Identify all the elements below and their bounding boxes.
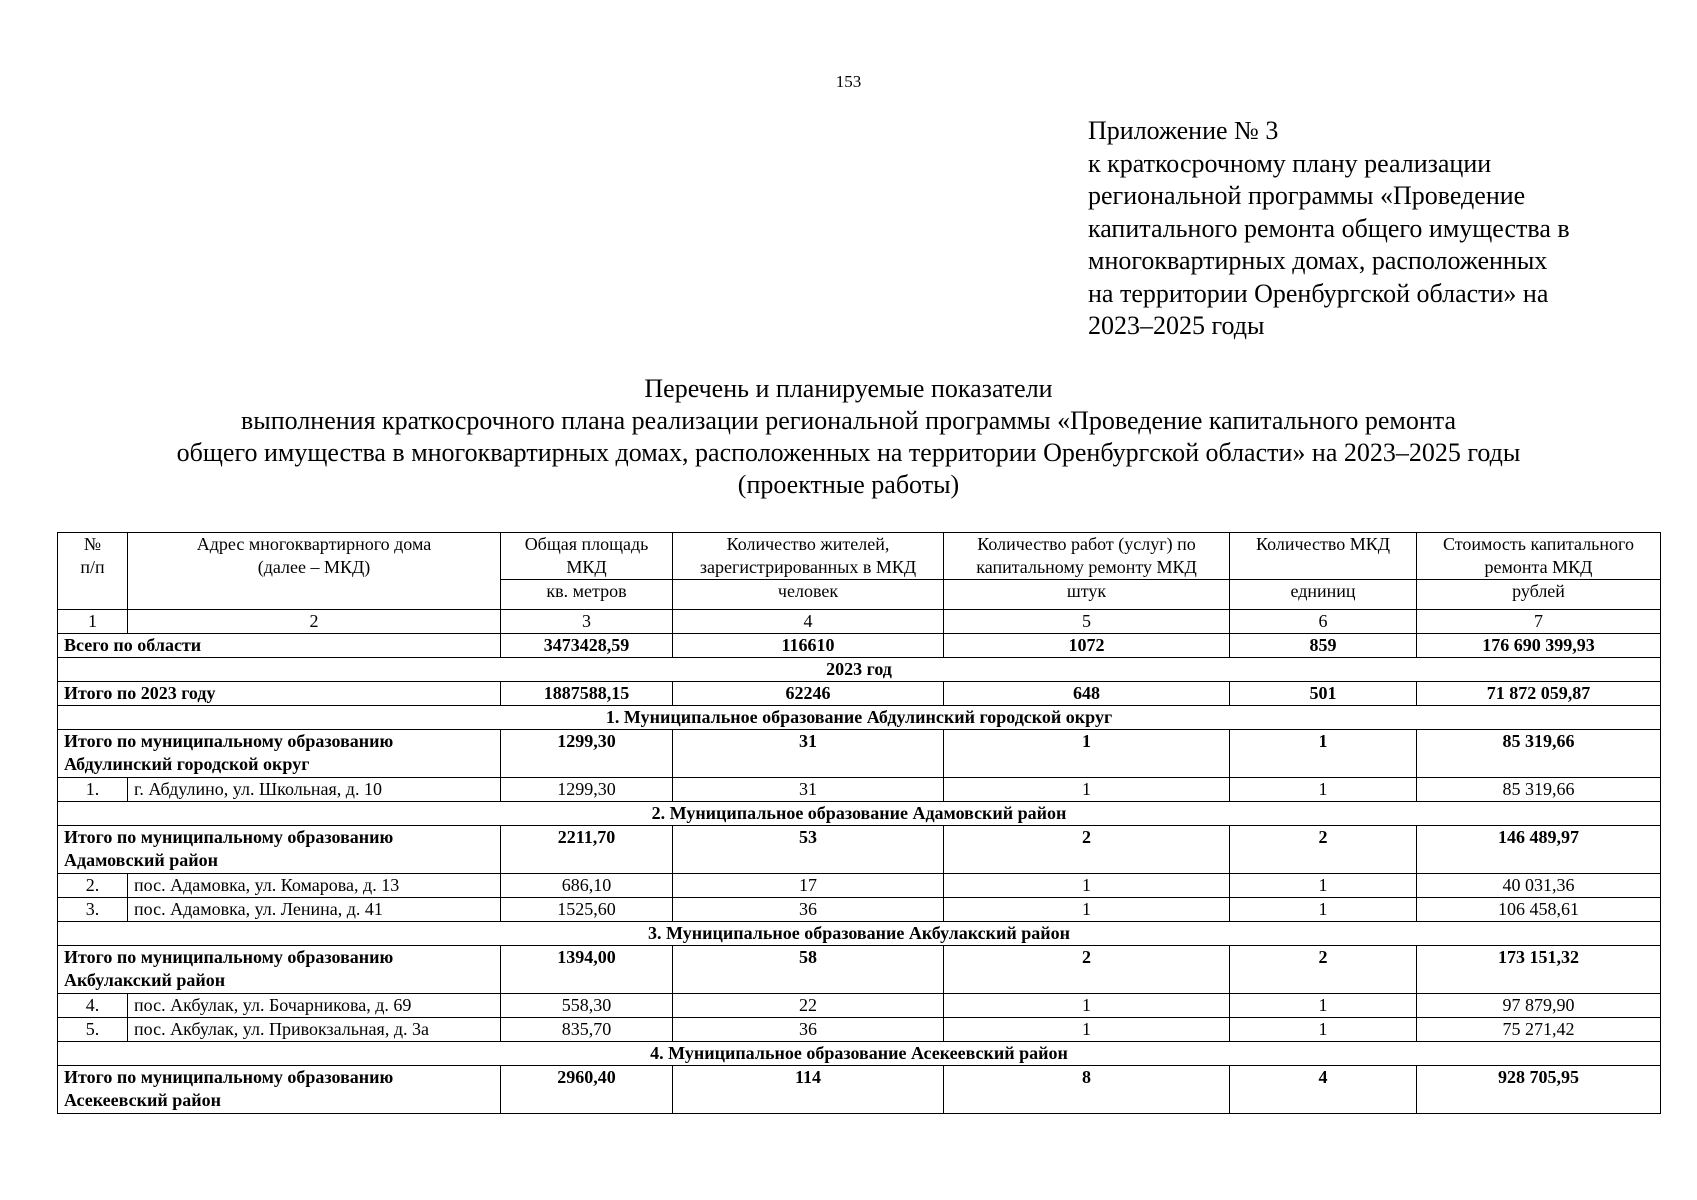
column-number: 6 [1230, 610, 1417, 634]
total-label: Итого по муниципальному образованию Адамовский район [58, 826, 501, 874]
row-residents: 31 [673, 778, 944, 802]
appendix-line: капитального ремонта общего имущества в [1088, 213, 1570, 243]
row-number: 5. [58, 1018, 128, 1042]
table-row [58, 874, 1661, 898]
row-count: 1 [1230, 874, 1417, 898]
total-residents: 62246 [673, 682, 944, 706]
column-numbers-row [58, 610, 1661, 634]
total-label: Всего по области [58, 634, 501, 658]
appendix-line: многоквартирных домах, расположенных [1088, 246, 1548, 275]
row-area: 686,10 [501, 874, 673, 898]
year-row [58, 658, 1661, 682]
section-row [58, 922, 1661, 946]
appendix-line: к краткосрочному плану реализации [1088, 148, 1492, 178]
column-number: 7 [1417, 610, 1661, 634]
row-count: 1 [1230, 778, 1417, 802]
header-count: Количество МКД [1230, 533, 1417, 580]
row-works: 1 [944, 994, 1230, 1018]
region-total-row [58, 634, 1661, 658]
total-cost: 146 489,97 [1417, 826, 1661, 874]
section-row [58, 1042, 1661, 1066]
total-count: 2 [1230, 826, 1417, 874]
column-number: 2 [128, 610, 501, 634]
total-area: 1887588,15 [501, 682, 673, 706]
total-cost: 85 319,66 [1417, 730, 1661, 778]
row-number: 2. [58, 874, 128, 898]
appendix-line: Приложение № 3 [1088, 116, 1279, 145]
row-cost: 75 271,42 [1417, 1018, 1661, 1042]
total-cost: 173 151,32 [1417, 946, 1661, 994]
row-area: 1299,30 [501, 778, 673, 802]
municipality-total-row [58, 730, 1661, 778]
section-heading: 4. Муниципальное образование Асекеевский район [58, 1042, 1661, 1066]
title-line: (проектные работы) [737, 470, 960, 499]
row-works: 1 [944, 874, 1230, 898]
row-works: 1 [944, 1018, 1230, 1042]
row-count: 1 [1230, 994, 1417, 1018]
total-cost: 176 690 399,93 [1417, 634, 1661, 658]
total-works: 8 [944, 1066, 1230, 1114]
table-row [58, 778, 1661, 802]
header-cost: Стоимость капитального ремонта МКД [1417, 533, 1661, 580]
row-residents: 36 [673, 898, 944, 922]
year-total-row [58, 682, 1661, 706]
municipality-total-row [58, 1066, 1661, 1114]
section-heading: 3. Муниципальное образование Акбулакский район [58, 922, 1661, 946]
page-number: 153 [835, 72, 862, 91]
section-heading: 2. Муниципальное образование Адамовский район [58, 802, 1661, 826]
total-works: 648 [944, 682, 1230, 706]
municipality-total-row [58, 826, 1661, 874]
header-works: Количество работ (услуг) по капитальному ремонту МКД [944, 533, 1230, 580]
title-line: выполнения краткосрочного плана реализации региональной программы «Проведение капитального ремонта [241, 406, 1456, 435]
row-works: 1 [944, 778, 1230, 802]
row-area: 1525,60 [501, 898, 673, 922]
total-count: 1 [1230, 730, 1417, 778]
unit-count: едниниц [1230, 580, 1417, 610]
data-table [57, 532, 1661, 1114]
row-number: 1. [58, 778, 128, 802]
section-row [58, 706, 1661, 730]
header-residents: Количество жителей, зарегистрированных в МКД [673, 533, 944, 580]
total-area: 2211,70 [501, 826, 673, 874]
row-residents: 36 [673, 1018, 944, 1042]
unit-works: штук [944, 580, 1230, 610]
total-cost: 928 705,95 [1417, 1066, 1661, 1114]
total-count: 2 [1230, 946, 1417, 994]
row-count: 1 [1230, 1018, 1417, 1042]
row-address: пос. Акбулак, ул. Бочарникова, д. 69 [128, 994, 501, 1018]
total-label: Итого по муниципальному образованию Акбулакский район [58, 946, 501, 994]
municipality-total-row [58, 946, 1661, 994]
column-number: 3 [501, 610, 673, 634]
section-row [58, 802, 1661, 826]
appendix-line: на территории Оренбургской области» на [1088, 278, 1549, 308]
total-works: 1072 [944, 634, 1230, 658]
appendix-line: 2023–2025 годы [1088, 311, 1265, 340]
total-residents: 114 [673, 1066, 944, 1114]
appendix-line: региональной программы «Проведение [1088, 181, 1526, 210]
row-number: 4. [58, 994, 128, 1018]
total-count: 859 [1230, 634, 1417, 658]
total-label: Итого по 2023 году [58, 682, 501, 706]
column-number: 1 [58, 610, 128, 634]
header-num: № п/п [58, 533, 128, 610]
header-address: Адрес многоквартирного дома (далее – МКД) [128, 533, 501, 610]
total-count: 4 [1230, 1066, 1417, 1114]
row-address: пос. Адамовка, ул. Комарова, д. 13 [128, 874, 501, 898]
row-count: 1 [1230, 898, 1417, 922]
row-cost: 85 319,66 [1417, 778, 1661, 802]
total-area: 2960,40 [501, 1066, 673, 1114]
total-cost: 71 872 059,87 [1417, 682, 1661, 706]
unit-cost: рублей [1417, 580, 1661, 610]
total-residents: 53 [673, 826, 944, 874]
document-title [0, 373, 1697, 501]
row-address: пос. Акбулак, ул. Привокзальная, д. 3а [128, 1018, 501, 1042]
total-residents: 58 [673, 946, 944, 994]
title-line: общего имущества в многоквартирных домах, расположенных на территории Оренбургской области» на 2023–2025 годы [176, 438, 1521, 467]
row-cost: 40 031,36 [1417, 874, 1661, 898]
total-label: Итого по муниципальному образованию Абдулинский городской округ [58, 730, 501, 778]
column-number: 5 [944, 610, 1230, 634]
total-works: 1 [944, 730, 1230, 778]
total-count: 501 [1230, 682, 1417, 706]
column-number: 4 [673, 610, 944, 634]
total-label: Итого по муниципальному образованию Асекеевский район [58, 1066, 501, 1114]
row-address: г. Абдулино, ул. Школьная, д. 10 [128, 778, 501, 802]
table-row [58, 898, 1661, 922]
table-row [58, 994, 1661, 1018]
row-area: 558,30 [501, 994, 673, 1018]
total-area: 3473428,59 [501, 634, 673, 658]
unit-area: кв. метров [501, 580, 673, 610]
total-works: 2 [944, 826, 1230, 874]
title-line: Перечень и планируемые показатели [644, 374, 1053, 403]
section-heading: 1. Муниципальное образование Абдулинский городской округ [58, 706, 1661, 730]
row-works: 1 [944, 898, 1230, 922]
total-area: 1299,30 [501, 730, 673, 778]
table-row [58, 1018, 1661, 1042]
total-area: 1394,00 [501, 946, 673, 994]
year-heading: 2023 год [58, 658, 1661, 682]
total-works: 2 [944, 946, 1230, 994]
row-number: 3. [58, 898, 128, 922]
row-cost: 106 458,61 [1417, 898, 1661, 922]
row-residents: 22 [673, 994, 944, 1018]
total-residents: 31 [673, 730, 944, 778]
header-row [58, 533, 1661, 580]
total-residents: 116610 [673, 634, 944, 658]
unit-residents: человек [673, 580, 944, 610]
row-residents: 17 [673, 874, 944, 898]
row-cost: 97 879,90 [1417, 994, 1661, 1018]
row-area: 835,70 [501, 1018, 673, 1042]
header-area: Общая площадь МКД [501, 533, 673, 580]
row-address: пос. Адамовка, ул. Ленина, д. 41 [128, 898, 501, 922]
appendix-note [1088, 115, 1648, 343]
